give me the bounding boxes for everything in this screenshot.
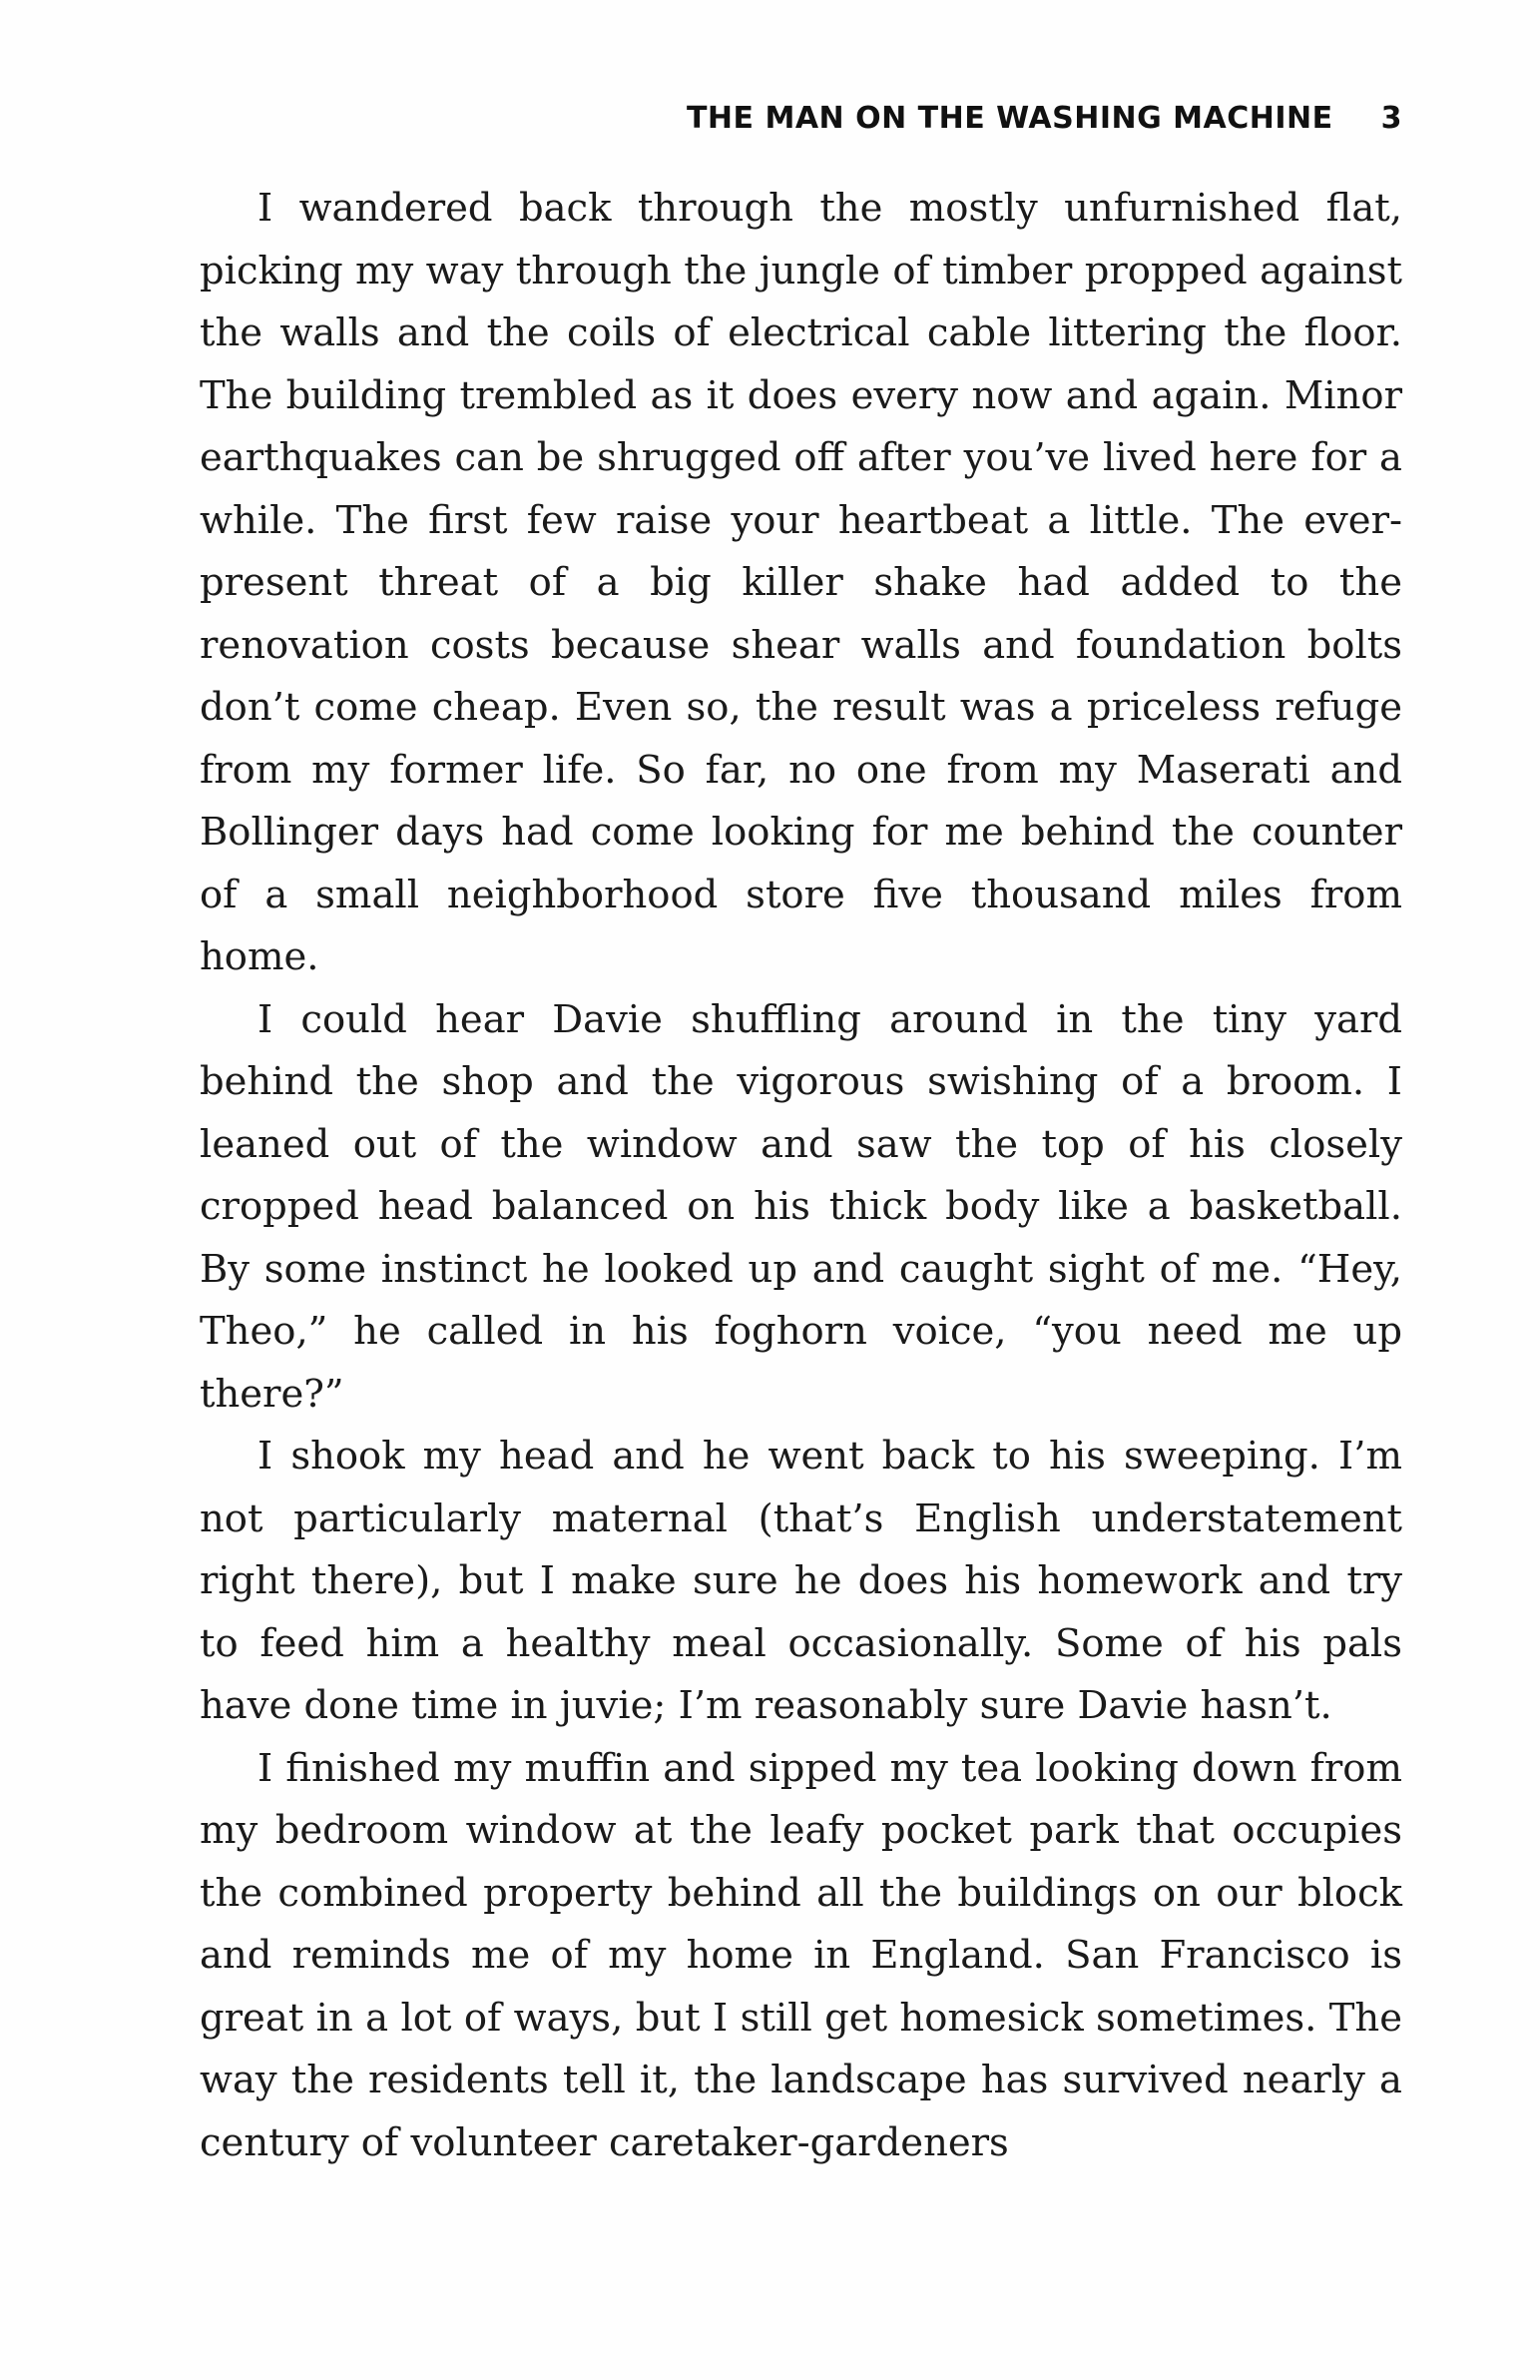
page-number: 3: [1380, 100, 1402, 136]
running-header: [200, 98, 1402, 138]
paragraph-3: I shook my head and he went back to his sweeping. I’m not particularly maternal (that’s English understatement right there), but I make sure he does his homework and try to feed him a healthy meal occasionally. Some of his pals have done time in juvie; I’m reasonably sure Davie hasn’t.: [200, 1434, 1402, 1728]
running-title: THE MAN ON THE WASHING MACHINE: [686, 100, 1333, 136]
paragraph-4: I finished my muffin and sipped my tea looking down from my bedroom window at the leafy pocket park that occupies the combined property behind all the buildings on our block and reminds me of my home in England. San Francisco is great in a lot of ways, but I still get homesick sometimes. The way the residents tell it, the landscape has survived nearly a century of volunteer caretaker-gardeners: [200, 1745, 1402, 2165]
body-text: [200, 178, 1402, 2174]
paragraph-1: I wandered back through the mostly unfurnished flat, picking my way through the jungle of timber propped against the walls and the coils of electrical cable littering the floor. The building trembled as it does every now and again. Minor earthquakes can be shrugged off after you’ve lived here for a while. The first few raise your heartbeat a little. The ever-present threat of a big killer shake had added to the renovation costs because shear walls and foundation bolts don’t come cheap. Even so, the result was a priceless refuge from my former life. So far, no one from my Maserati and Bollinger days had come looking for me behind the counter of a small neighborhood store five thousand miles from home.: [200, 186, 1402, 979]
paragraph-2: I could hear Davie shuffling around in the tiny yard behind the shop and the vigorous swishing of a broom. I leaned out of the window and saw the top of his closely cropped head balanced on his thick body like a basketball. By some instinct he looked up and caught sight of me. “Hey, Theo,” he called in his foghorn voice, “you need me up there?”: [200, 996, 1402, 1417]
